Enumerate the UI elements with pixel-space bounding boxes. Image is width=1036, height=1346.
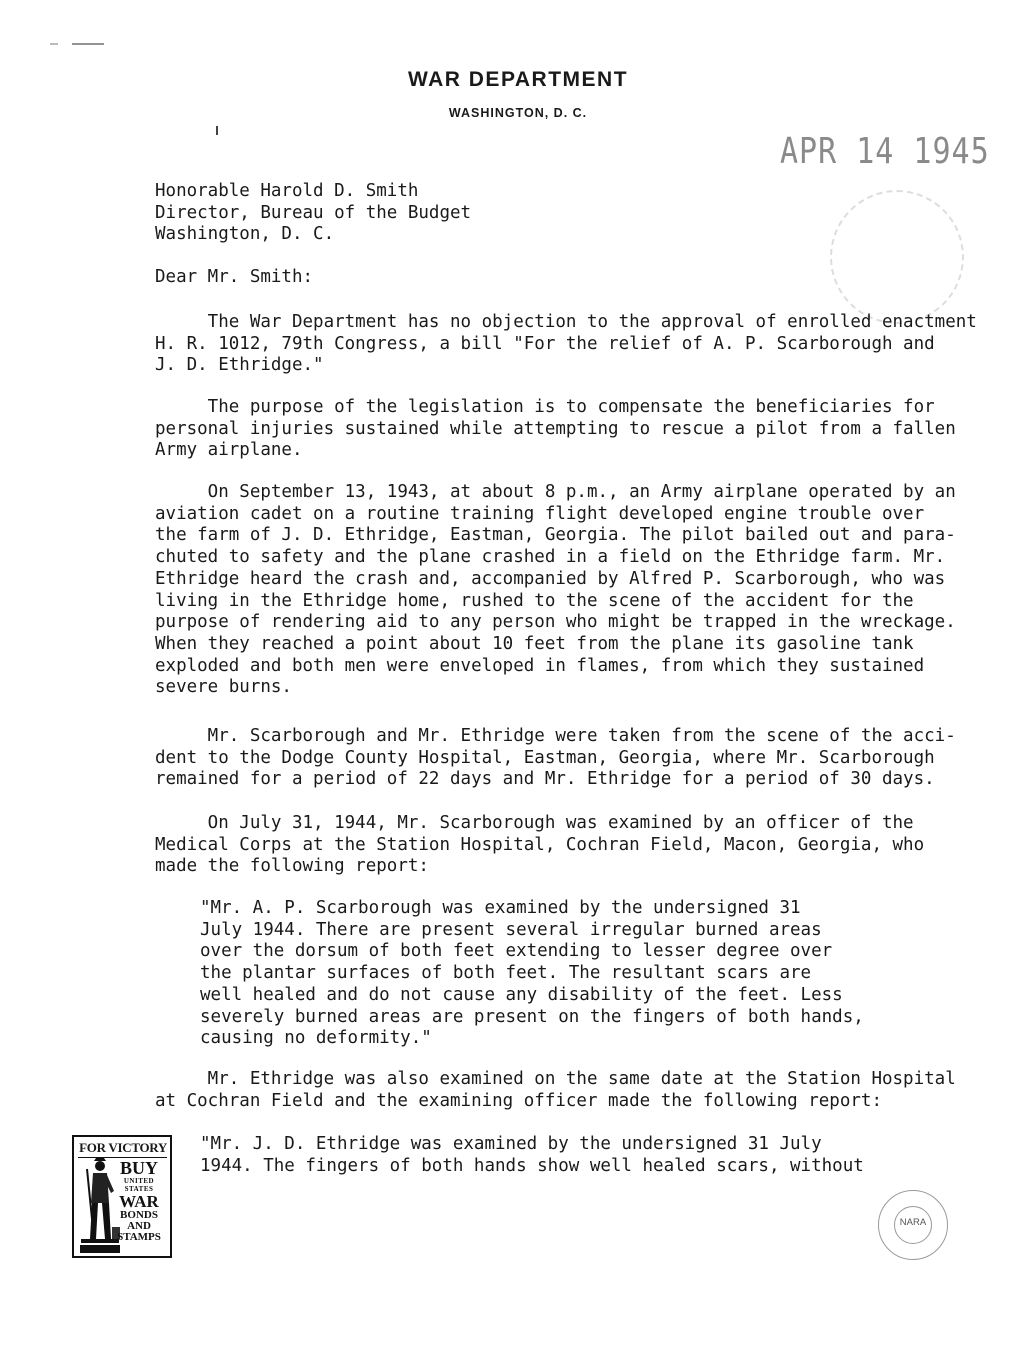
received-date-stamp: APR 14 1945 <box>780 130 990 173</box>
bond-war: WAR <box>119 1192 159 1211</box>
corner-pencil-mark <box>48 38 108 48</box>
bond-for-victory: FOR VICTORY <box>78 1140 167 1158</box>
letterhead-location: WASHINGTON, D. C. <box>448 106 588 120</box>
bond-buy: BUY <box>119 1158 158 1178</box>
nara-stamp-label: NARA <box>899 1217 927 1228</box>
pencil-tick-mark <box>216 126 218 135</box>
paragraph-objection: The War Department has no objection to the approval of enrolled enactment H. R. 1012, 79th Congress, a bill "For the relief of A. P. Scarborough and J. D. Ethridge." <box>155 312 977 376</box>
bond-words <box>113 1159 165 1243</box>
war-bonds-emblem <box>72 1135 172 1258</box>
nara-library-stamp <box>878 1190 948 1260</box>
bond-stamps: STAMPS <box>117 1231 161 1243</box>
paragraph-hospital: Mr. Scarborough and Mr. Ethridge were taken from the scene of the acci- dent to the Dodge County Hospital, Eastman, Georgia, where Mr. Scarborough remained for a period of 22 days and Mr. Ethridge for a period of 30 days. <box>155 726 956 790</box>
letterhead-department: WAR DEPARTMENT <box>407 68 629 91</box>
quote-ethridge-report: "Mr. J. D. Ethridge was examined by the undersigned 31 July 1944. The fingers of both hands show well healed scars, without <box>200 1134 864 1176</box>
paragraph-purpose: The purpose of the legislation is to compensate the beneficiaries for personal injuries sustained while attempting to rescue a pilot from a fallen Army airplane. <box>155 397 956 461</box>
paragraph-ethridge-exam: Mr. Ethridge was also examined on the same date at the Station Hospital at Cochran Field and the examining officer made the following report: <box>155 1069 956 1111</box>
recipient-address: Honorable Harold D. Smith Director, Bureau of the Budget Washington, D. C. <box>155 181 472 245</box>
bond-united-states: UNITED STATES <box>123 1177 155 1193</box>
salutation: Dear Mr. Smith: <box>155 267 314 287</box>
paragraph-scarborough-exam: On July 31, 1944, Mr. Scarborough was examined by an officer of the Medical Corps at the Station Hospital, Cochran Field, Macon, Georgia, who made the following report: <box>155 813 925 877</box>
bond-bonds-and: BONDS AND <box>120 1209 158 1232</box>
paragraph-incident: On September 13, 1943, at about 8 p.m., an Army airplane operated by an aviation cadet on a routine training flight developed engine trouble over the farm of J. D. Ethridge, Eastman, Georgia. The pilot bailed out and para- chuted to safety and the plane crashed in a field on the Ethridge farm. Mr. Ethridge heard the crash and, accompanied by Alfred P. Scarborough, who was living in the Ethridge home, rushed to the scene of the accident for the purpose of rendering aid to any person who might be trapped in the wreckage. When they reached a point about 10 feet from the plane its gasoline tank exploded and both men were enveloped in flames, from which they sustained severe burns. <box>155 482 956 698</box>
quote-scarborough-report: "Mr. A. P. Scarborough was examined by the undersigned 31 July 1944. There are present several irregular burned areas over the dorsum of both feet extending to lesser degree over the plantar surfaces of both feet. The resultant scars are well healed and do not cause any disability of the feet. Less severely burned areas are present on the fingers of both hands, causing no deformity." <box>200 898 864 1049</box>
